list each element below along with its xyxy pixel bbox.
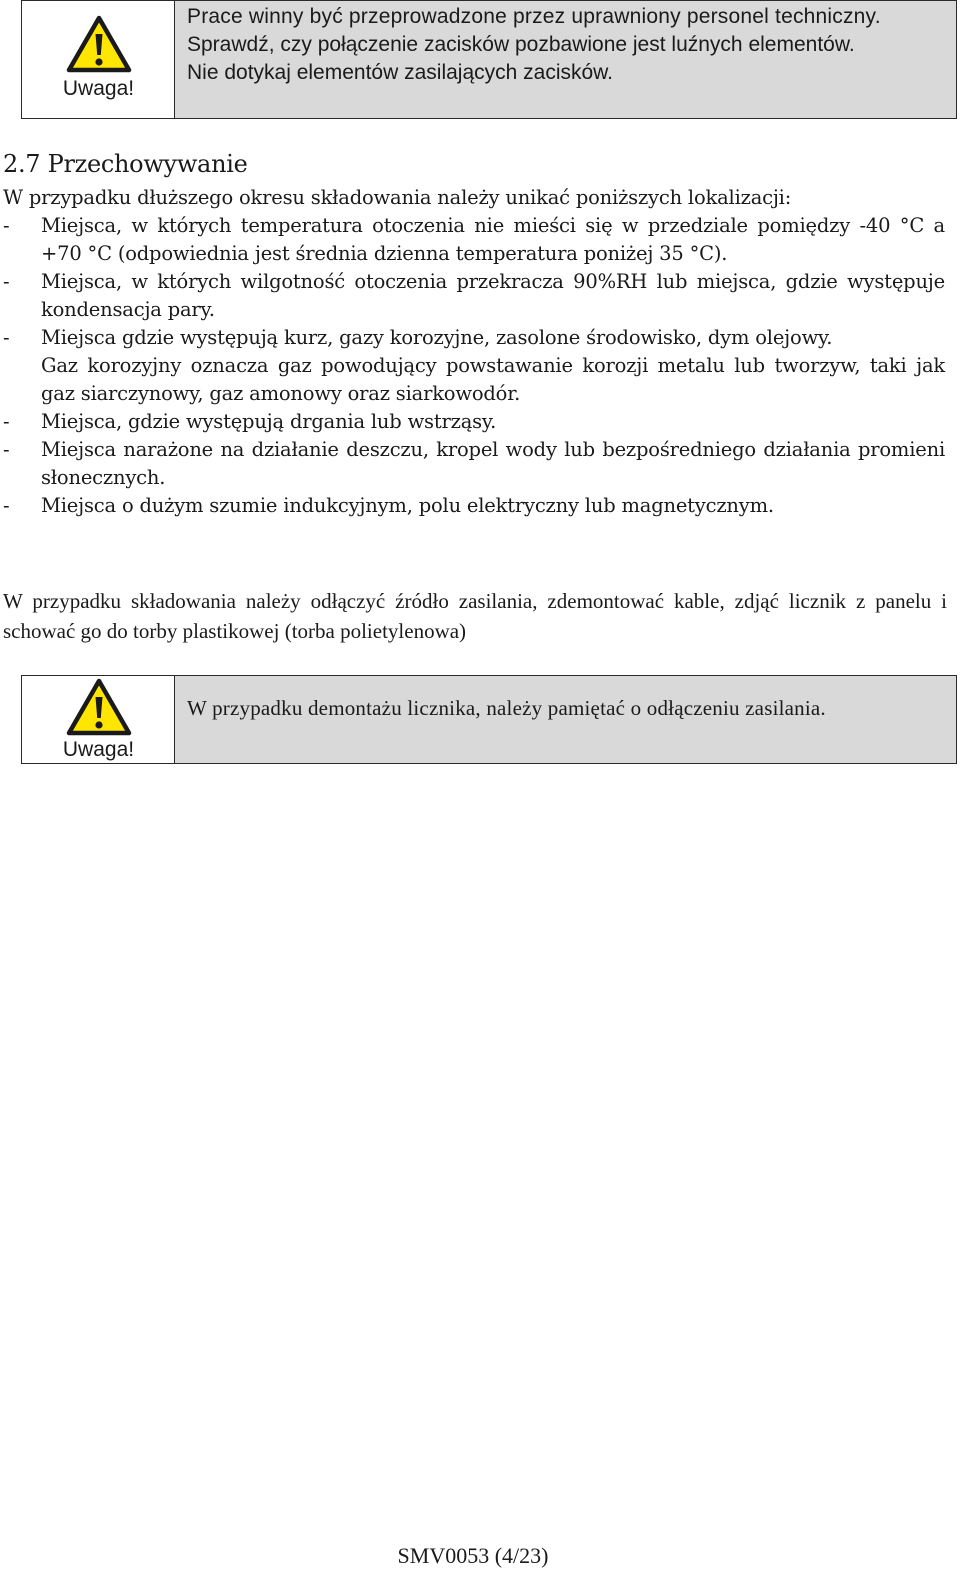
page-footer: SMV0053 (4/23) [397, 1543, 549, 1568]
warning-text: W przypadku demontażu licznika, należy pamiętać o odłączeniu zasilania. [187, 696, 826, 720]
list-item [3, 436, 945, 492]
list-dash: - [3, 270, 10, 293]
storage-note: W przypadku składowania należy odłączyć źródło zasilania, zdemontować kable, zdjąć licznik z panelu i schować go do torby plastikowej (torba polietylenowa) [3, 589, 947, 643]
warning-triangle-icon [66, 15, 132, 73]
list-item [3, 324, 945, 352]
gas-note: Gaz korozyjny oznacza gaz powodujący powstawanie korozji metalu lub tworzyw, taki jak gaz siarczynowy, gaz amonowy oraz siarkowodór. [41, 354, 945, 405]
warning-triangle-icon [66, 678, 132, 736]
list-item [3, 268, 945, 324]
list-item [3, 408, 945, 436]
warning-box-bottom [21, 675, 957, 764]
list-dash: - [3, 438, 10, 461]
list-dash: - [3, 494, 10, 517]
list-item-text: Miejsca gdzie występują kurz, gazy korozyjne, zasolone środowisko, dym olejowy. [41, 326, 833, 349]
list-item-text: Miejsca, gdzie występują drgania lub wstrząsy. [41, 410, 497, 433]
list-item [3, 492, 945, 520]
warning-line-3: Nie dotykaj elementów zasilających zacisków. [187, 61, 614, 84]
list-dash: - [3, 326, 10, 349]
list-item-text: Miejsca, w których temperatura otoczenia nie mieści się w przedziale pomiędzy -40 °C a +70 °C (odpowiednia jest średnia dzienna temperatura poniżej 35 °C). [41, 214, 945, 265]
warning-line-2: Sprawdź, czy połączenie zacisków pozbawione jest luźnych elementów. [187, 33, 855, 56]
warning-line-1: Prace winny być przeprowadzone przez uprawniony personel techniczny. [187, 5, 881, 28]
list-item-text: Miejsca, w których wilgotność otoczenia przekracza 90%RH lub miejsca, gdzie występuje kondensacja pary. [41, 270, 945, 321]
section-title: 2.7 Przechowywanie [3, 150, 248, 178]
list-dash: - [3, 410, 10, 433]
warning-box-top-text [175, 1, 956, 118]
list-item-text: Miejsca narażone na działanie deszczu, kropel wody lub bezpośredniego działania promieni słonecznych. [41, 438, 945, 489]
warning-box-top-icon-cell [22, 1, 175, 118]
warning-box-bottom-icon-cell [22, 676, 175, 763]
warning-label: Uwaga! [62, 738, 135, 761]
warning-box-top [21, 0, 957, 119]
section-intro: W przypadku dłuższego okresu składowania należy unikać poniższych lokalizacji: [3, 186, 792, 209]
list-item-text: Miejsca o dużym szumie indukcyjnym, polu elektryczny lub magnetycznym. [41, 494, 774, 517]
list-item [3, 212, 945, 268]
warning-label: Uwaga! [62, 77, 135, 100]
storage-section [3, 184, 945, 520]
warning-box-bottom-text [175, 676, 956, 763]
list-dash: - [3, 214, 10, 237]
